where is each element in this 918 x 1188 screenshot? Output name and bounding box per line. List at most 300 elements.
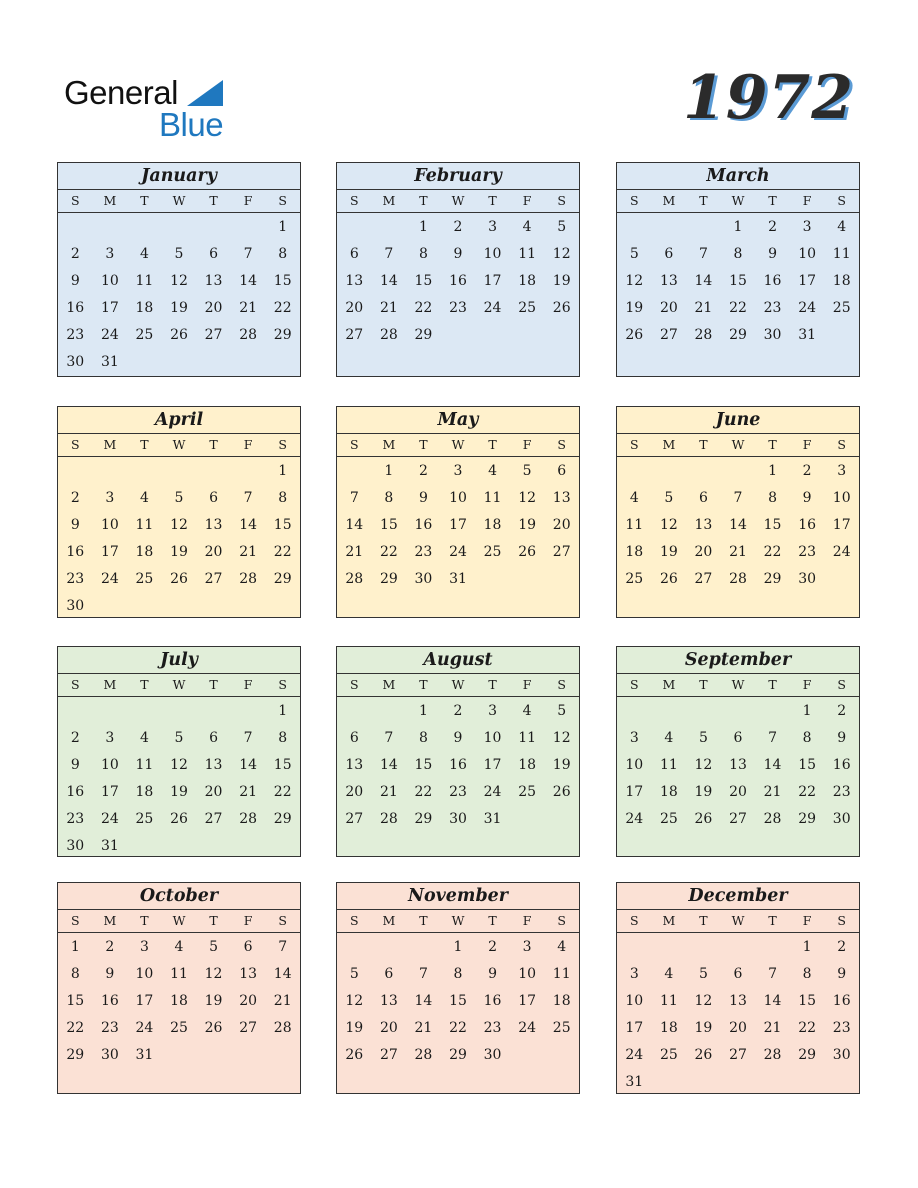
day-cell: 16 <box>798 517 817 533</box>
day-cell: 9 <box>837 966 847 982</box>
logo-word-blue: Blue <box>159 106 224 143</box>
day-empty <box>93 214 128 241</box>
day-empty <box>721 698 756 725</box>
weekday-label: M <box>103 677 117 692</box>
day-cell: 30 <box>483 1047 502 1063</box>
day-cell: 23 <box>449 784 467 800</box>
day-empty <box>721 934 756 961</box>
day-cell: 10 <box>100 757 119 773</box>
day-cell: 12 <box>659 517 678 533</box>
day-cell: 29 <box>798 1047 817 1063</box>
day-cell: 10 <box>449 490 467 506</box>
day-cell: 27 <box>694 571 713 587</box>
day-cell: 1 <box>768 463 778 479</box>
day-cell: 17 <box>449 517 467 533</box>
weekday-label: S <box>349 913 359 928</box>
weekday-label: M <box>103 437 117 452</box>
month-title: June <box>617 407 859 434</box>
day-cell: 2 <box>837 703 847 719</box>
weekday-label: T <box>768 677 777 692</box>
day-cell: 22 <box>798 784 817 800</box>
day-cell: 9 <box>453 730 463 746</box>
day-cell: 6 <box>384 966 394 982</box>
day-cell: 2 <box>802 463 812 479</box>
day-cell: 28 <box>694 327 713 343</box>
day-cell: 21 <box>273 993 292 1009</box>
day-cell: 17 <box>100 784 119 800</box>
day-empty <box>372 214 407 241</box>
day-cell: 28 <box>763 811 782 827</box>
month-title: March <box>617 163 859 190</box>
day-cell: 9 <box>453 246 463 262</box>
weekday-label: F <box>802 677 812 692</box>
day-cell: 13 <box>239 966 258 982</box>
day-cell: 29 <box>379 571 398 587</box>
day-cell: 24 <box>518 1020 537 1036</box>
day-cell: 1 <box>278 463 288 479</box>
day-grid <box>617 933 859 1096</box>
weekday-label: T <box>209 193 218 208</box>
day-grid <box>58 213 300 376</box>
day-cell: 27 <box>729 1047 747 1063</box>
weekday-label: M <box>662 677 676 692</box>
month-title: February <box>337 163 579 190</box>
day-cell: 24 <box>625 811 644 827</box>
day-cell: 23 <box>414 544 433 560</box>
day-cell: 15 <box>798 757 817 773</box>
day-cell: 13 <box>729 757 747 773</box>
month-title: July <box>58 647 300 674</box>
day-cell: 1 <box>733 219 743 235</box>
day-cell: 4 <box>488 463 498 479</box>
day-cell: 24 <box>798 300 817 316</box>
day-empty <box>127 214 162 241</box>
day-cell: 8 <box>802 966 812 982</box>
day-cell: 20 <box>552 517 571 533</box>
day-cell: 19 <box>625 300 644 316</box>
weekday-label: M <box>103 193 117 208</box>
day-cell: 7 <box>733 490 743 506</box>
day-cell: 8 <box>278 730 288 746</box>
day-grid <box>337 697 579 833</box>
day-empty <box>93 698 128 725</box>
day-cell: 30 <box>414 571 433 587</box>
day-cell: 6 <box>209 246 219 262</box>
month-august <box>336 646 580 857</box>
day-cell: 2 <box>70 490 80 506</box>
day-cell: 17 <box>100 300 119 316</box>
day-cell: 31 <box>135 1047 154 1063</box>
weekday-label: F <box>522 677 532 692</box>
day-cell: 28 <box>345 571 364 587</box>
day-cell: 29 <box>273 327 292 343</box>
day-cell: 20 <box>729 1020 747 1036</box>
day-cell: 16 <box>832 757 851 773</box>
day-cell: 11 <box>518 730 537 746</box>
day-cell: 27 <box>379 1047 398 1063</box>
day-cell: 4 <box>522 703 532 719</box>
day-cell: 4 <box>664 966 674 982</box>
day-cell: 27 <box>239 1020 258 1036</box>
day-cell: 24 <box>625 1047 644 1063</box>
weekday-label: F <box>522 193 532 208</box>
day-grid <box>617 457 859 593</box>
day-cell: 3 <box>139 939 149 955</box>
day-grid <box>58 457 300 620</box>
day-cell: 3 <box>488 219 498 235</box>
day-empty <box>196 214 231 241</box>
day-cell: 6 <box>698 490 708 506</box>
day-cell: 5 <box>174 490 184 506</box>
weekday-header <box>337 674 579 697</box>
day-cell: 21 <box>694 300 713 316</box>
day-cell: 25 <box>135 571 154 587</box>
weekday-label: W <box>451 677 465 692</box>
day-cell: 5 <box>557 703 567 719</box>
day-cell: 29 <box>449 1047 467 1063</box>
day-cell: 6 <box>209 730 219 746</box>
day-cell: 21 <box>763 784 782 800</box>
day-cell: 23 <box>66 571 85 587</box>
day-cell: 15 <box>729 273 747 289</box>
day-cell: 17 <box>100 544 119 560</box>
day-cell: 26 <box>659 571 678 587</box>
day-cell: 3 <box>802 219 812 235</box>
month-title: September <box>617 647 859 674</box>
day-cell: 8 <box>733 246 743 262</box>
day-empty <box>686 458 721 485</box>
day-cell: 19 <box>552 757 571 773</box>
day-cell: 1 <box>453 939 463 955</box>
day-empty <box>337 698 372 725</box>
day-cell: 28 <box>239 327 258 343</box>
day-grid <box>617 213 859 349</box>
day-cell: 5 <box>209 939 219 955</box>
day-cell: 10 <box>483 730 502 746</box>
day-cell: 22 <box>763 544 782 560</box>
day-cell: 12 <box>694 757 713 773</box>
day-cell: 15 <box>379 517 398 533</box>
day-empty <box>337 214 372 241</box>
weekday-label: S <box>557 913 566 928</box>
day-cell: 19 <box>518 517 537 533</box>
weekday-label: S <box>629 677 639 692</box>
day-cell: 4 <box>139 490 149 506</box>
day-empty <box>617 214 652 241</box>
day-cell: 18 <box>170 993 188 1009</box>
day-empty <box>93 458 128 485</box>
day-cell: 20 <box>694 544 713 560</box>
day-cell: 27 <box>552 544 571 560</box>
day-cell: 6 <box>243 939 253 955</box>
day-cell: 19 <box>552 273 571 289</box>
weekday-label: F <box>243 437 253 452</box>
day-cell: 28 <box>239 571 258 587</box>
day-cell: 8 <box>70 966 80 982</box>
day-cell: 20 <box>379 1020 398 1036</box>
day-cell: 11 <box>135 757 154 773</box>
day-cell: 11 <box>483 490 502 506</box>
day-cell: 25 <box>483 544 502 560</box>
day-cell: 7 <box>384 246 394 262</box>
day-empty <box>617 934 652 961</box>
day-cell: 14 <box>694 273 713 289</box>
day-cell: 30 <box>832 811 851 827</box>
day-cell: 15 <box>414 273 433 289</box>
day-cell: 20 <box>345 784 364 800</box>
day-cell: 22 <box>273 300 292 316</box>
day-cell: 6 <box>557 463 567 479</box>
month-october <box>57 882 301 1094</box>
day-cell: 13 <box>204 517 223 533</box>
day-cell: 4 <box>837 219 847 235</box>
day-cell: 2 <box>418 463 428 479</box>
day-cell: 24 <box>100 811 119 827</box>
weekday-label: S <box>278 913 287 928</box>
logo-word-general: General <box>64 74 178 111</box>
day-cell: 22 <box>449 1020 467 1036</box>
day-cell: 26 <box>518 544 537 560</box>
day-cell: 17 <box>135 993 154 1009</box>
day-cell: 20 <box>659 300 678 316</box>
day-cell: 23 <box>449 300 467 316</box>
day-cell: 5 <box>557 219 567 235</box>
weekday-header <box>617 910 859 933</box>
weekday-label: T <box>209 913 218 928</box>
day-cell: 18 <box>135 300 154 316</box>
weekday-label: S <box>70 437 80 452</box>
day-cell: 22 <box>414 784 433 800</box>
day-cell: 1 <box>384 463 394 479</box>
day-cell: 19 <box>694 1020 713 1036</box>
day-cell: 3 <box>837 463 847 479</box>
weekday-label: S <box>349 437 359 452</box>
day-cell: 3 <box>105 490 115 506</box>
day-cell: 14 <box>414 993 433 1009</box>
day-empty <box>162 458 197 485</box>
day-grid <box>337 933 579 1069</box>
day-cell: 10 <box>625 993 644 1009</box>
day-empty <box>162 214 197 241</box>
weekday-label: T <box>768 913 777 928</box>
day-cell: 12 <box>345 993 364 1009</box>
day-empty <box>652 934 687 961</box>
weekday-label: T <box>419 437 428 452</box>
weekday-label: F <box>243 193 253 208</box>
day-empty <box>686 214 721 241</box>
day-cell: 5 <box>174 246 184 262</box>
weekday-label: S <box>557 193 566 208</box>
weekday-label: W <box>731 193 745 208</box>
day-cell: 6 <box>733 966 743 982</box>
day-cell: 8 <box>278 246 288 262</box>
day-cell: 28 <box>414 1047 433 1063</box>
day-cell: 2 <box>837 939 847 955</box>
day-cell: 18 <box>659 784 678 800</box>
day-cell: 29 <box>273 571 292 587</box>
day-cell: 3 <box>105 730 115 746</box>
day-cell: 5 <box>629 246 639 262</box>
weekday-label: T <box>699 677 708 692</box>
day-empty <box>652 214 687 241</box>
day-cell: 23 <box>832 784 851 800</box>
day-cell: 4 <box>174 939 184 955</box>
day-cell: 24 <box>483 300 502 316</box>
weekday-label: W <box>172 677 186 692</box>
weekday-label: T <box>699 437 708 452</box>
day-cell: 8 <box>418 730 428 746</box>
day-cell: 13 <box>345 273 364 289</box>
day-cell: 29 <box>729 327 747 343</box>
day-cell: 3 <box>629 966 639 982</box>
day-grid <box>337 457 579 593</box>
day-cell: 12 <box>552 246 571 262</box>
day-grid <box>58 697 300 860</box>
day-cell: 12 <box>170 273 188 289</box>
day-cell: 8 <box>278 490 288 506</box>
weekday-label: W <box>451 193 465 208</box>
day-cell: 29 <box>66 1047 85 1063</box>
day-cell: 11 <box>832 246 851 262</box>
day-grid <box>58 933 300 1069</box>
day-cell: 12 <box>204 966 223 982</box>
day-cell: 30 <box>449 811 467 827</box>
day-cell: 6 <box>349 730 359 746</box>
day-cell: 9 <box>70 273 80 289</box>
day-cell: 2 <box>453 219 463 235</box>
day-cell: 30 <box>832 1047 851 1063</box>
weekday-label: S <box>557 437 566 452</box>
day-cell: 31 <box>625 1074 644 1090</box>
weekday-label: S <box>70 193 80 208</box>
day-cell: 30 <box>100 1047 119 1063</box>
day-empty <box>755 934 790 961</box>
day-cell: 24 <box>100 571 119 587</box>
day-cell: 5 <box>698 966 708 982</box>
day-cell: 1 <box>418 703 428 719</box>
day-cell: 27 <box>204 811 223 827</box>
day-cell: 17 <box>798 273 817 289</box>
day-cell: 25 <box>552 1020 571 1036</box>
day-cell: 4 <box>664 730 674 746</box>
day-cell: 7 <box>768 966 778 982</box>
weekday-header <box>337 190 579 213</box>
weekday-label: T <box>140 437 149 452</box>
day-cell: 10 <box>100 273 119 289</box>
day-cell: 16 <box>66 544 85 560</box>
day-cell: 31 <box>100 838 119 854</box>
day-empty <box>372 698 407 725</box>
day-cell: 18 <box>135 784 154 800</box>
day-cell: 20 <box>204 544 223 560</box>
day-empty <box>196 458 231 485</box>
day-cell: 30 <box>66 838 85 854</box>
day-cell: 21 <box>239 544 258 560</box>
day-cell: 10 <box>625 757 644 773</box>
day-cell: 10 <box>798 246 817 262</box>
day-empty <box>617 458 652 485</box>
day-grid <box>617 697 859 833</box>
day-cell: 9 <box>488 966 498 982</box>
day-cell: 14 <box>729 517 747 533</box>
weekday-label: M <box>382 913 396 928</box>
weekday-label: T <box>768 437 777 452</box>
day-cell: 1 <box>802 703 812 719</box>
weekday-header <box>58 910 300 933</box>
day-empty <box>58 698 93 725</box>
day-cell: 31 <box>483 811 502 827</box>
day-cell: 17 <box>832 517 851 533</box>
day-cell: 21 <box>345 544 364 560</box>
day-cell: 15 <box>414 757 433 773</box>
day-cell: 10 <box>518 966 537 982</box>
month-july <box>57 646 301 857</box>
day-cell: 14 <box>239 757 258 773</box>
weekday-label: S <box>629 913 639 928</box>
day-cell: 11 <box>135 517 154 533</box>
day-cell: 27 <box>204 571 223 587</box>
month-september <box>616 646 860 857</box>
day-cell: 26 <box>694 811 713 827</box>
day-cell: 8 <box>768 490 778 506</box>
weekday-label: S <box>837 677 846 692</box>
day-cell: 16 <box>100 993 119 1009</box>
day-empty <box>721 458 756 485</box>
day-cell: 29 <box>273 811 292 827</box>
day-cell: 26 <box>345 1047 364 1063</box>
day-empty <box>58 458 93 485</box>
weekday-label: T <box>768 193 777 208</box>
day-cell: 23 <box>483 1020 502 1036</box>
day-cell: 25 <box>659 811 678 827</box>
weekday-label: W <box>172 437 186 452</box>
day-empty <box>196 698 231 725</box>
month-title: August <box>337 647 579 674</box>
day-cell: 19 <box>204 993 223 1009</box>
weekday-label: T <box>419 677 428 692</box>
day-cell: 18 <box>832 273 851 289</box>
logo-triangle-icon <box>187 80 223 106</box>
weekday-label: S <box>349 193 359 208</box>
day-empty <box>686 698 721 725</box>
weekday-label: F <box>522 437 532 452</box>
day-cell: 28 <box>763 1047 782 1063</box>
day-cell: 10 <box>832 490 851 506</box>
day-cell: 12 <box>694 993 713 1009</box>
day-cell: 8 <box>418 246 428 262</box>
weekday-label: T <box>488 677 497 692</box>
day-cell: 1 <box>70 939 80 955</box>
day-cell: 25 <box>170 1020 188 1036</box>
day-cell: 25 <box>518 784 537 800</box>
day-cell: 28 <box>239 811 258 827</box>
day-cell: 8 <box>802 730 812 746</box>
day-cell: 13 <box>204 273 223 289</box>
day-cell: 13 <box>694 517 713 533</box>
day-cell: 2 <box>70 246 80 262</box>
day-cell: 10 <box>483 246 502 262</box>
year-title: 1972 <box>683 63 854 133</box>
day-cell: 13 <box>345 757 364 773</box>
day-cell: 28 <box>729 571 747 587</box>
month-title: October <box>58 883 300 910</box>
day-cell: 16 <box>449 757 467 773</box>
month-january <box>57 162 301 377</box>
weekday-label: T <box>419 193 428 208</box>
day-cell: 18 <box>518 273 537 289</box>
day-empty <box>231 698 266 725</box>
day-cell: 11 <box>135 273 154 289</box>
